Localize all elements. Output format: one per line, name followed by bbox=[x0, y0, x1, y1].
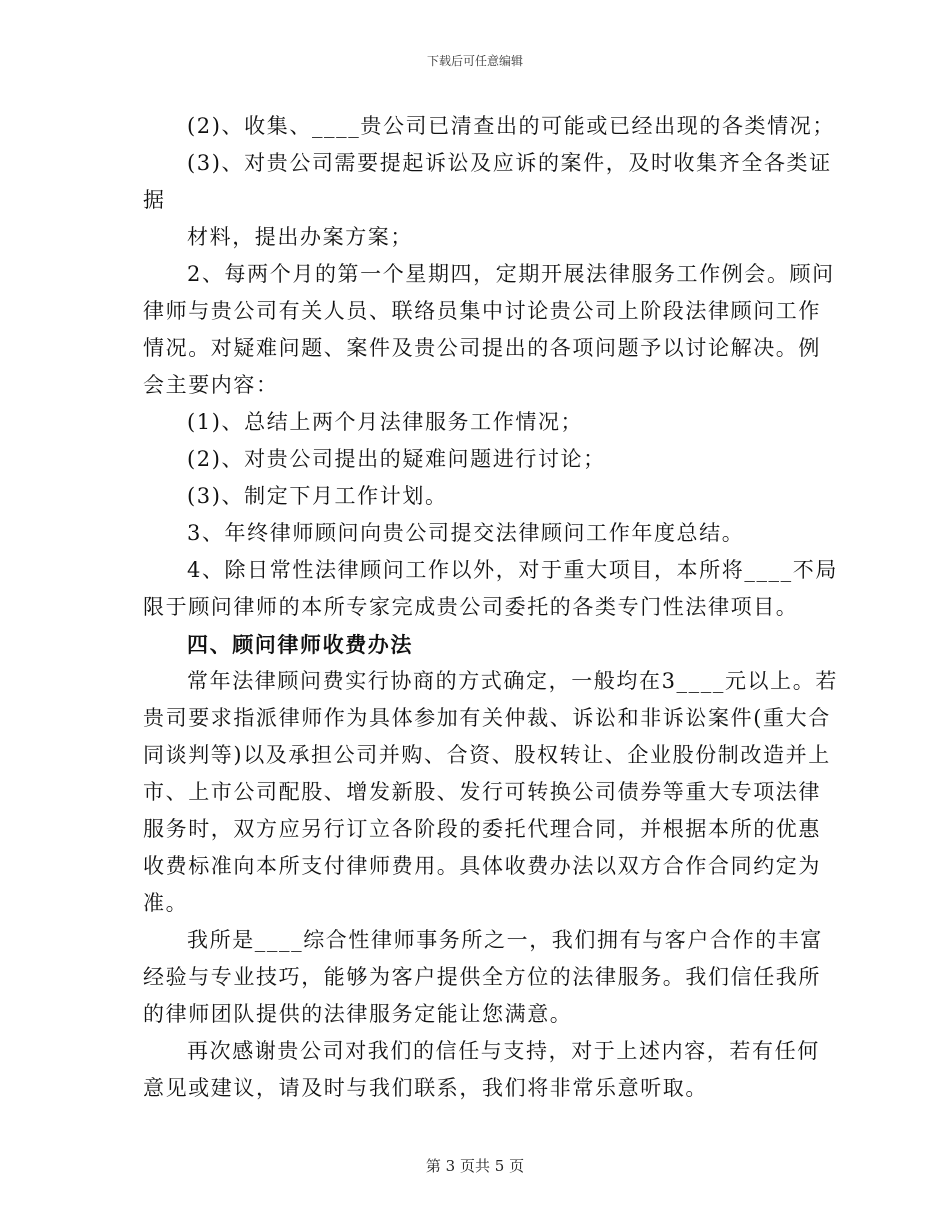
text-line: 4、除日常性法律顾问工作以外，对于重大项目，本所将____不局 bbox=[187, 558, 838, 582]
text-line: 再次感谢贵公司对我们的信任与支持，对于上述内容，若有任何 bbox=[187, 1039, 820, 1063]
section-heading: 四、顾问律师收费办法 bbox=[187, 632, 413, 657]
text-line: 收费标准向本所支付律师费用。具体收费办法以双方合作合同约定为 bbox=[143, 854, 821, 878]
text-line: (2)、收集、____贵公司已清查出的可能或已经出现的各类情况； bbox=[187, 114, 835, 138]
text-line: 意见或建议，请及时与我们联系，我们将非常乐意听取。 bbox=[143, 1076, 708, 1100]
text-line: 常年法律顾问费实行协商的方式确定，一般均在3____元以上。若 bbox=[187, 669, 838, 693]
text-line: 2、每两个月的第一个星期四，定期开展法律服务工作例会。顾问 bbox=[187, 262, 835, 286]
text-line: 据 bbox=[143, 188, 166, 212]
document-body bbox=[143, 108, 838, 1107]
text-line: (2)、对贵公司提出的疑难问题进行讨论； bbox=[187, 447, 606, 471]
text-line: 市、上市公司配股、增发新股、发行可转换公司债券等重大专项法律 bbox=[143, 780, 821, 804]
text-line: 经验与专业技巧，能够为客户提供全方位的法律服务。我们信任我所 bbox=[143, 965, 821, 989]
text-line: (1)、总结上两个月法律服务工作情况； bbox=[187, 410, 584, 434]
page-header-note: 下载后可任意编辑 bbox=[426, 54, 523, 68]
text-line: 贵司要求指派律师作为具体参加有关仲裁、诉讼和非诉讼案件(重大合 bbox=[143, 706, 831, 730]
text-line: 3、年终律师顾问向贵公司提交法律顾问工作年度总结。 bbox=[187, 521, 745, 545]
text-line: 材料，提出办案方案； bbox=[187, 225, 413, 249]
text-line: (3)、制定下月工作计划。 bbox=[187, 484, 448, 508]
text-line: 限于顾问律师的本所专家完成贵公司委托的各类专门性法律项目。 bbox=[143, 595, 799, 619]
text-line: 服务时，双方应另行订立各阶段的委托代理合同，并根据本所的优惠 bbox=[143, 817, 821, 841]
text-line: 准。 bbox=[143, 891, 189, 915]
text-line: 情况。对疑难问题、案件及贵公司提出的各项问题予以讨论解决。例 bbox=[143, 336, 821, 360]
text-line: 律师与贵公司有关人员、联络员集中讨论贵公司上阶段法律顾问工作 bbox=[143, 299, 821, 323]
page-number: 第 3 页共 5 页 bbox=[425, 1157, 525, 1175]
text-line: 我所是____综合性律师事务所之一，我们拥有与客户合作的丰富 bbox=[187, 928, 823, 952]
text-line: (3)、对贵公司需要提起诉讼及应诉的案件，及时收集齐全各类证 bbox=[187, 151, 832, 175]
text-line: 会主要内容： bbox=[143, 373, 279, 397]
text-line: 的律师团队提供的法律服务定能让您满意。 bbox=[143, 1002, 573, 1026]
text-line: 同谈判等)以及承担公司并购、合资、股权转让、企业股份制改造并上 bbox=[143, 743, 831, 767]
